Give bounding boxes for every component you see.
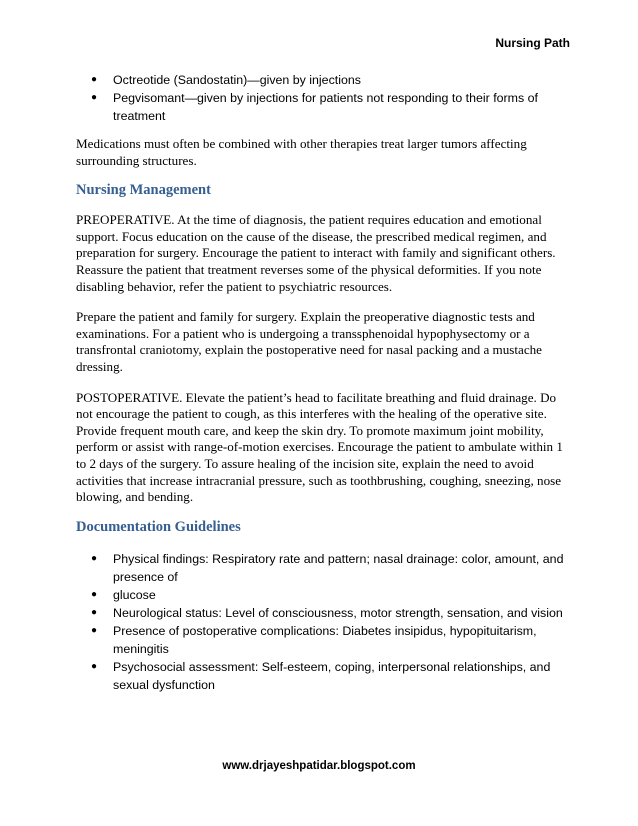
bullet-icon: ● bbox=[91, 92, 98, 103]
bullet-icon: ● bbox=[91, 588, 98, 600]
list-item-text: glucose bbox=[113, 587, 156, 602]
list-item bbox=[76, 658, 568, 694]
nursing-management-heading: Nursing Management bbox=[76, 182, 211, 199]
documentation-guidelines-heading: Documentation Guidelines bbox=[76, 518, 241, 535]
surgery-preparation-paragraph: Prepare the patient and family for surgery. Explain the preoperative diagnostic tests and examinations. For a patient who is undergoing a transsphenoidal hypophysectomy or a transfrontal craniotomy, explain the postoperative need for nasal packing and a mustache dressing. bbox=[76, 309, 542, 374]
page-content bbox=[76, 71, 568, 694]
list-item bbox=[76, 604, 568, 622]
bullet-icon: ● bbox=[91, 552, 98, 564]
bullet-icon: ● bbox=[91, 606, 98, 618]
list-item bbox=[76, 586, 568, 604]
list-item-text: Pegvisomant—given by injections for patients not responding to their forms of treatment bbox=[113, 91, 538, 123]
list-item-text: Neurological status: Level of consciousness, motor strength, sensation, and vision bbox=[113, 605, 563, 620]
list-item-text: Physical findings: Respiratory rate and pattern; nasal drainage: color, amount, and presence of bbox=[113, 551, 564, 584]
postoperative-paragraph: POSTOPERATIVE. Elevate the patient’s head to facilitate breathing and fluid drainage. Do not encourage the patient to cough, as this interferes with the healing of the operative site. Provide frequent mouth care, and keep the skin dry. To promote maximum joint mobility, perform or assist with range-of-motion exercises. Encourage the patient to ambulate within 1 to 2 days of the surgery. To assure healing of the incision site, explain the need to avoid activities that increase intracranial pressure, such as toothbrushing, coughing, sneezing, nose blowing, and bending. bbox=[76, 389, 563, 505]
bullet-icon: ● bbox=[91, 660, 98, 672]
footer-url: www.drjayeshpatidar.blogspot.com bbox=[222, 760, 416, 772]
medications-paragraph: Medications must often be combined with other therapies treat larger tumors affecting surrounding structures. bbox=[76, 136, 527, 168]
bullet-icon: ● bbox=[91, 624, 98, 636]
list-item bbox=[76, 622, 568, 658]
list-item-text: Presence of postoperative complications: Diabetes insipidus, hypopituitarism, meningitis bbox=[113, 623, 537, 656]
list-item-text: Psychosocial assessment: Self-esteem, coping, interpersonal relationships, and sexual dysfunction bbox=[113, 659, 551, 692]
page-header: Nursing Path bbox=[495, 36, 570, 50]
list-item bbox=[76, 71, 568, 89]
bullet-icon: ● bbox=[91, 74, 98, 85]
list-item bbox=[76, 89, 568, 125]
preoperative-paragraph: PREOPERATIVE. At the time of diagnosis, the patient requires education and emotional support. Focus education on the cause of the disease, the prescribed medical regimen, and preparation for surgery. Encourage the patient to interact with family and significant others. Reassure the patient that treatment reverses some of the physical deformities. If you note disabling behavior, refer the patient to psychiatric resources. bbox=[76, 212, 556, 294]
list-item-text: Octreotide (Sandostatin)—given by injections bbox=[113, 73, 361, 87]
medication-bullet-list bbox=[76, 71, 568, 125]
documentation-bullet-list bbox=[76, 550, 568, 694]
list-item bbox=[76, 550, 568, 586]
